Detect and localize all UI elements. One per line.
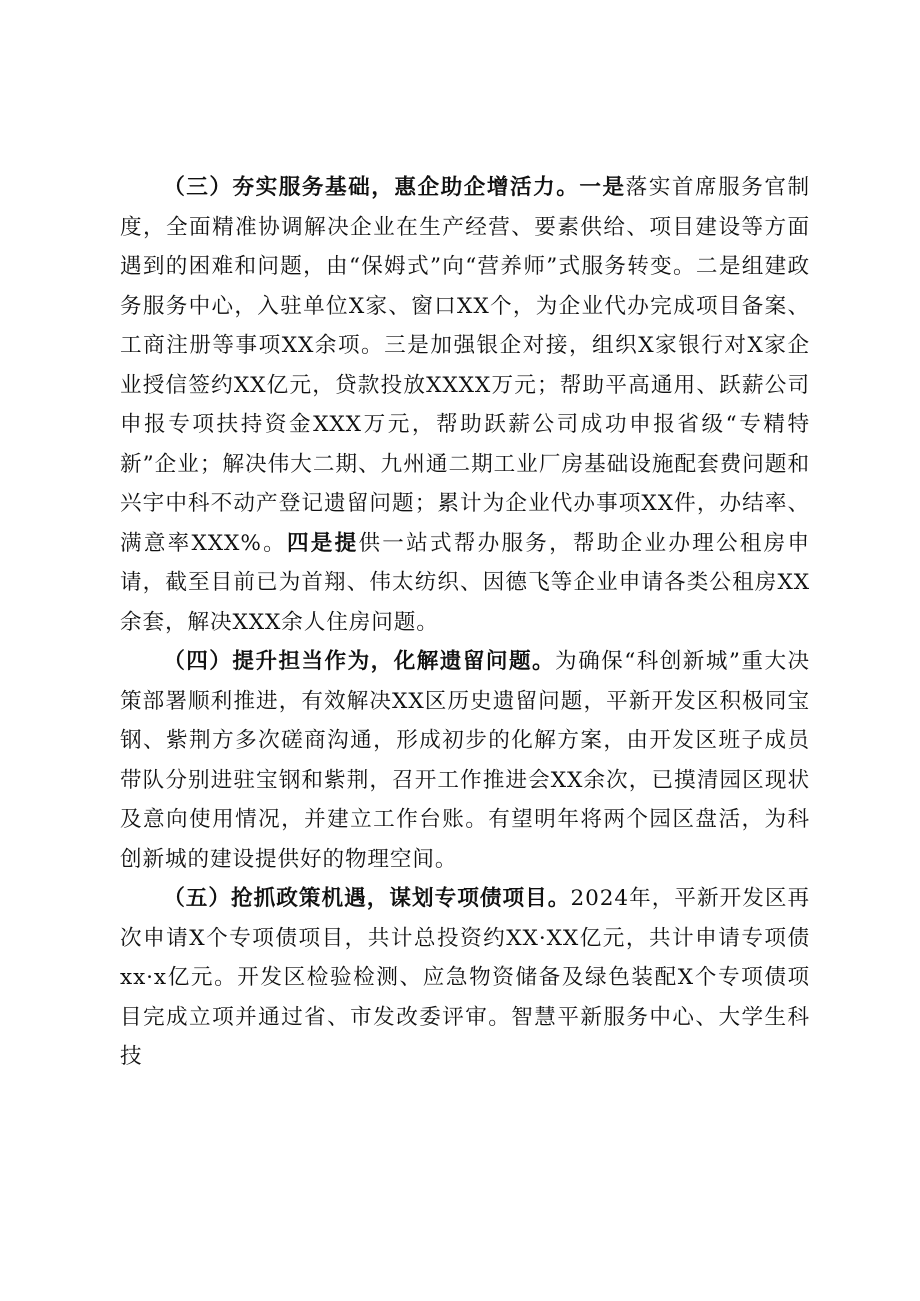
paragraph-section-3	[120, 168, 810, 642]
document-body	[120, 168, 810, 1077]
paragraph-section-4	[120, 642, 810, 879]
section-5-body: 2024年，平新开发区再次申请X个专项债项目，共计总投资约XX·XX亿元，共计申请专项债xx·x亿元。开发区检验检测、应急物资储备及绿色装配X个专项债项目完成立项并通过省、市发改委评审。智慧平新服务中心、大学生科技	[120, 886, 810, 1069]
section-3-heading: （三）夯实服务基础，惠企助企增活力。一是	[163, 175, 626, 200]
section-3-body-continued: 供一站式帮办服务，帮助企业办理公租房申请，截至目前已为首翔、伟太纺织、因德飞等企业申请各类公租房XX余套，解决XXX余人住房问题。	[120, 530, 811, 635]
section-4-body: 为确保“科创新城”重大决策部署顺利推进，有效解决XX区历史遗留问题，平新开发区积极同宝钢、紫荆方多次磋商沟通，形成初步的化解方案，由开发区班子成员带队分别进驻宝钢和紫荆，召开工作推进会XX余次，已摸清园区现状及意向使用情况，并建立工作台账。有望明年将两个园区盘活，为科创新城的建设提供好的物理空间。	[120, 649, 810, 872]
section-5-heading: （五）抢抓政策机遇，谋划专项债项目。	[163, 886, 571, 911]
paragraph-section-5	[120, 879, 810, 1077]
section-4-heading: （四）提升担当作为，化解遗留问题。	[163, 649, 556, 674]
section-3-body: 落实首席服务官制度，全面精准协调解决企业在生产经营、要素供给、项目建设等方面遇到的困难和问题，由“保姆式”向“营养师”式服务转变。二是组建政务服务中心，入驻单位X家、窗口XX个，为企业代办完成项目备案、工商注册等事项XX余项。三是加强银企对接，组织X家银行对X家企业授信签约XX亿元，贷款投放XXXX万元；帮助平高通用、跃薪公司申报专项扶持资金XXX万元，帮助跃薪公司成功申报省级“专精特新”企业；解决伟大二期、九州通二期工业厂房基础设施配套费问题和兴宇中科不动产登记遗留问题；累计为企业代办事项XX件，办结率、满意率XXX%。	[120, 175, 810, 556]
section-3-bold-phrase: 四是提	[286, 530, 359, 556]
